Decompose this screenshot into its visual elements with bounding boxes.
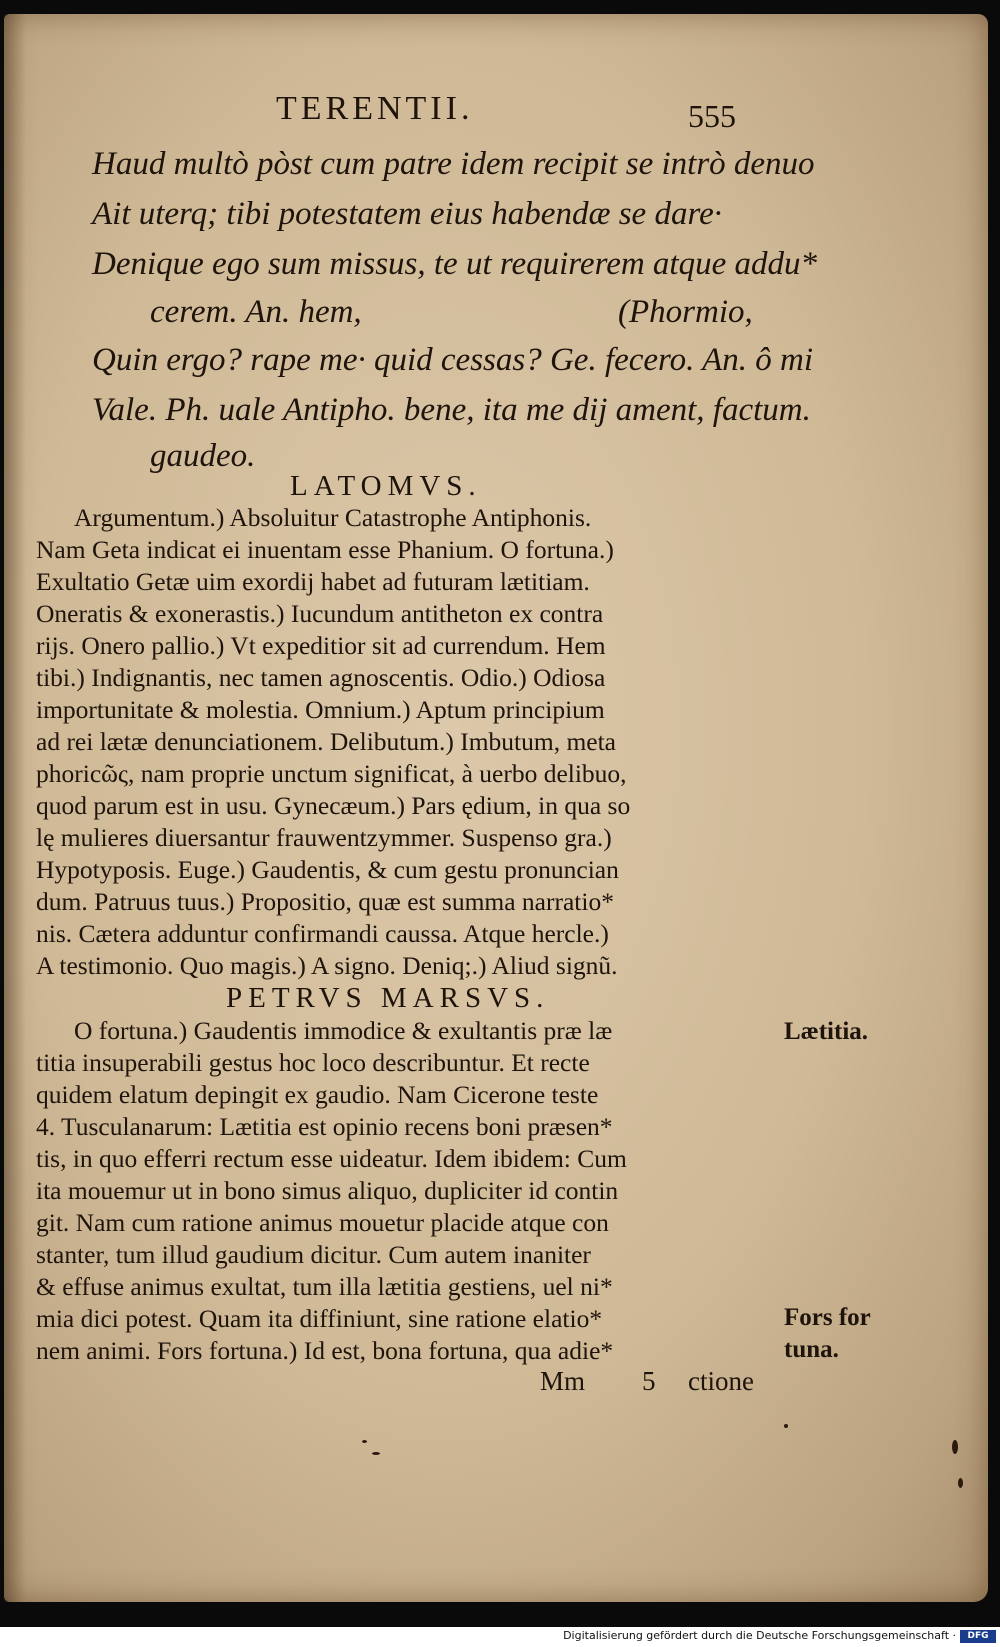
commentary-line: quidem elatum depingit ex gaudio. Nam Cicerone teste <box>36 1080 599 1109</box>
commentary-line: O fortuna.) Gaudentis immodice & exultantis præ læ <box>74 1016 613 1045</box>
page-binding-shadow <box>4 14 26 1602</box>
commentary-line: quod parum est in usu. Gynecæum.) Pars ędium, in qua so <box>36 791 631 820</box>
running-header-title: TERENTII. <box>276 90 474 127</box>
paper-blemish <box>784 1424 788 1428</box>
margin-note-fors-fortuna: Fors for <box>784 1304 871 1331</box>
commentary-line: ad rei lætæ denunciationem. Delibutum.) Imbutum, meta <box>36 727 617 756</box>
commentary-line: titia insuperabili gestus hoc loco describuntur. Et recte <box>36 1048 590 1077</box>
paper-blemish <box>372 1452 380 1455</box>
commentary-line: phoricῶς, nam proprie unctum significat, à uerbo delibuo, <box>36 759 627 788</box>
dfg-logo: DFG <box>960 1630 996 1643</box>
commentary-line: tis, in quo efferri rectum esse uideatur. Idem ibidem: Cum <box>36 1144 627 1173</box>
commentary-line: Exultatio Getæ uim exordij habet ad futuram lætitiam. <box>36 567 590 596</box>
verse-line: Quin ergo? rape me· quid cessas? Ge. fecero. An. ô mi <box>92 342 813 378</box>
verse-line: Haud multò pòst cum patre idem recipit se intrò denuo <box>92 146 815 182</box>
commentary-line: & effuse animus exultat, tum illa lætitia gestiens, uel ni* <box>36 1272 613 1301</box>
commentary-line: git. Nam cum ratione animus mouetur placide atque con <box>36 1208 609 1237</box>
margin-note-fors-fortuna-cont: tuna. <box>784 1336 839 1363</box>
commentary-line: Hypotyposis. Euge.) Gaudentis, & cum gestu pronuncian <box>36 855 619 884</box>
verse-line: Denique ego sum missus, te ut requirerem atque addu* <box>92 246 817 282</box>
commentary-line: nis. Cætera adduntur confirmandi caussa. Atque hercle.) <box>36 919 609 948</box>
section-heading-latomus: LATOMVS. <box>290 470 482 502</box>
commentary-line: nem animi. Fors fortuna.) Id est, bona fortuna, qua adie* <box>36 1336 614 1365</box>
commentary-line: tibi.) Indignantis, nec tamen agnoscentis. Odio.) Odiosa <box>36 663 606 692</box>
commentary-line: ita mouemur ut in bono simus aliquo, dupliciter id contin <box>36 1176 619 1205</box>
commentary-line: stanter, tum illud gaudium dicitur. Cum autem inaniter <box>36 1240 591 1269</box>
commentary-line: Oneratis & exonerastis.) Iucundum antitheton ex contra <box>36 599 604 628</box>
paper-blemish <box>958 1478 963 1488</box>
footer-credit: Digitalisierung gefördert durch die Deutsche Forschungsgemeinschaft · <box>563 1629 956 1642</box>
page-number: 555 <box>688 98 736 134</box>
signature-mark: Mm <box>540 1366 586 1396</box>
commentary-line: mia dici potest. Quam ita diffiniunt, sine ratione elatio* <box>36 1304 603 1333</box>
catchword: ctione <box>688 1366 754 1396</box>
commentary-line: Nam Geta indicat ei inuentam esse Phanium. O fortuna.) <box>36 535 614 564</box>
paper-blemish <box>952 1440 958 1454</box>
commentary-line: 4. Tusculanarum: Lætitia est opinio recens boni præsen* <box>36 1112 613 1141</box>
margin-note-laetitia: Lætitia. <box>784 1018 869 1045</box>
verse-line: Ait uterq; tibi potestatem eius habendæ se dare· <box>92 196 722 232</box>
commentary-line: importunitate & molestia. Omnium.) Aptum principium <box>36 695 605 724</box>
paper-blemish <box>362 1440 367 1443</box>
signature-number: 5 <box>642 1366 656 1396</box>
footer-bar <box>0 1627 1000 1647</box>
verse-line: Vale. Ph. uale Antipho. bene, ita me dij ament, factum. <box>92 392 811 428</box>
commentary-line: Argumentum.) Absoluitur Catastrophe Antiphonis. <box>74 503 592 532</box>
verse-line: gaudeo. <box>150 438 256 474</box>
commentary-line: A testimonio. Quo magis.) A signo. Deniq;.) Aliud signũ. <box>36 951 618 980</box>
verse-line: cerem. An. hem, <box>150 294 362 330</box>
commentary-line: lę mulieres diuersantur frauwentzymmer. Suspenso gra.) <box>36 823 612 852</box>
verse-line: (Phormio, <box>618 294 753 330</box>
commentary-line: rijs. Onero pallio.) Vt expeditior sit ad currendum. Hem <box>36 631 606 660</box>
commentary-line: dum. Patruus tuus.) Propositio, quæ est summa narratio* <box>36 887 614 916</box>
section-heading-petrus-marsus: PETRVS MARSVS. <box>226 982 550 1014</box>
